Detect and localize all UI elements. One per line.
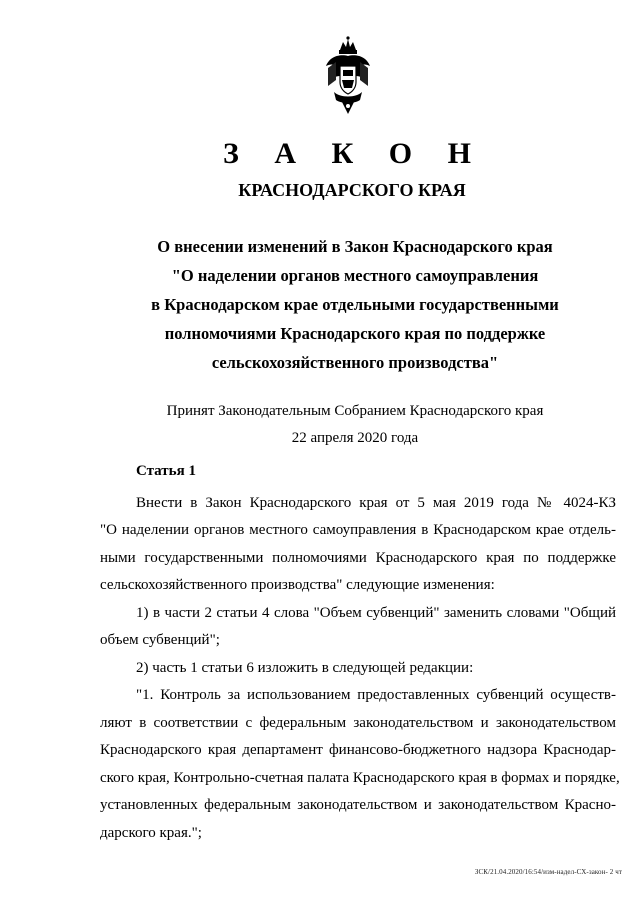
article-text [100, 490, 620, 848]
law-heading [120, 232, 590, 377]
body-line: ными государственными полномочиями Краснодарского края по поддержке [100, 549, 616, 566]
heading-line: полномочиями Краснодарского края по поддержке [164, 324, 546, 343]
body-line: сельскохозяйственного производства" следующие изменения: [100, 577, 495, 593]
body-line: Внести в Закон Краснодарского края от 5 мая 2019 года № 4024-КЗ [136, 494, 616, 511]
body-line: 2) часть 1 статьи 6 изложить в следующей редакции: [136, 659, 474, 676]
heading-line: в Краснодарском крае отдельными государственными [151, 295, 559, 314]
body-line: объем субвенций"; [100, 632, 220, 648]
adoption-line: Принят Законодательным Собранием Краснодарского края [166, 403, 544, 419]
article-title: Статья 1 [136, 463, 196, 479]
adoption-date: 22 апреля 2020 года [291, 430, 419, 446]
document-title: З А К О Н [223, 137, 485, 170]
body-line: ляют в соответствии с федеральным законодательством и законодательством [100, 714, 616, 731]
heading-line: О внесении изменений в Закон Краснодарского края [157, 237, 553, 256]
body-line: Краснодарского края департамент финансово-бюджетного надзора Краснодар- [100, 742, 616, 758]
document-footer: ЗСК/21.04.2020/16:54/изм-надел-СХ-закон- 2 чт [474, 868, 622, 876]
body-line: 1) в части 2 статьи 4 слова "Объем субвенций" заменить словами "Общий [136, 604, 616, 621]
document-region: КРАСНОДАРСКОГО КРАЯ [238, 180, 466, 200]
document-body [100, 458, 620, 847]
body-line: "О наделении органов местного самоуправления в Краснодарском крае отдель- [100, 522, 616, 538]
coat-of-arms-emblem [322, 36, 374, 116]
heading-line: "О наделении органов местного самоуправления [171, 266, 539, 285]
body-line: "1. Контроль за использованием предоставленных субвенций осуществ- [136, 687, 616, 703]
body-line: установленных федеральным законодательством и законодательством Красно- [100, 797, 616, 813]
adoption-note [120, 398, 590, 452]
heading-line: сельскохозяйственного производства" [211, 353, 499, 372]
body-line: ского края, Контрольно-счетная палата Краснодарского края в формах и порядке, [100, 769, 620, 786]
body-line: дарского края."; [100, 824, 202, 841]
